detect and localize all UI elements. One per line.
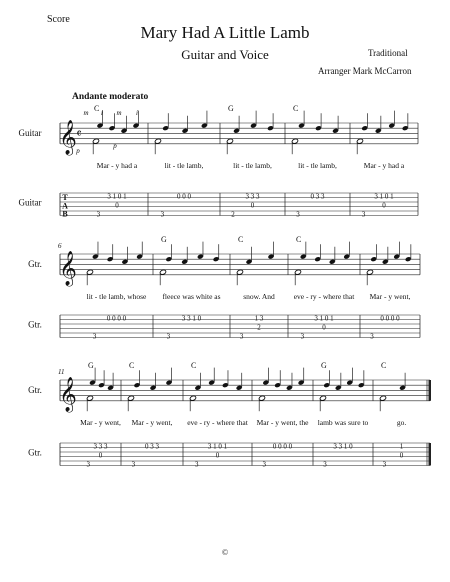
measure-number: 6 [58,242,62,250]
tab-fret-row-5: 3 [361,210,366,219]
chord-symbol: C [94,104,100,113]
tab-fret-row-1: 3 3 3 [245,192,260,201]
arranger-credit: Arranger Mark McCarron [318,66,412,76]
chord-symbol: C [191,361,197,370]
tab-fret-row-3: 2 [257,323,261,332]
tab-fret-row-5: 3 [370,332,374,341]
tab-fret-row-5: 2 [231,210,235,219]
tab-clef-t: T [62,193,68,203]
chord-symbol: C [129,361,135,370]
chord-symbol: C [293,104,299,113]
fingering-mark: m [116,109,122,117]
dynamic-mark: p [76,146,80,155]
lyric-line: Mar - y went, the [256,417,309,427]
tab-fret-row-3: 0 [322,323,326,332]
score-label: Score [47,14,70,25]
tab-fret-row-1: 3 1 0 1 [374,192,394,201]
chord-symbol: C [238,235,244,244]
lyric-line: lit - tle lamb, [233,160,272,170]
tab-fret-row-1: 0 0 0 0 [272,442,293,451]
lyric-line: Mar - y went, [131,417,173,427]
staff-instrument-name: Gtr. [28,385,42,395]
chord-symbol: G [321,361,327,370]
lyric-line: go. [396,417,407,427]
staff-instrument-name: Guitar [18,128,42,138]
tab-fret-row-5: 3 [300,332,305,341]
chord-symbol: G [161,235,167,244]
tab-fret-row-1: 0 3 3 [145,442,159,451]
tab-fret-row-5: 3 [96,210,101,219]
lyric-line: Mar - y had a [363,160,405,170]
lyric-line: lit - tle lamb, whose [86,291,147,301]
fingering-mark: i [136,109,138,117]
tab-fret-row-3: 0 [399,451,404,460]
treble-clef-icon: 𝄞 [59,120,77,154]
page-subtitle: Guitar and Voice [181,47,269,62]
tab-fret-row-1: 1 3 [254,314,264,323]
tab-final-barline-thick [429,443,432,466]
lyric-line: lit - tle lamb, [298,160,337,170]
tab-clef-b: B [62,209,68,219]
lyric-line: Mar - y had a [96,160,138,170]
tab-fret-row-1: 3 3 1 0 [181,314,202,323]
tab-fret-row-5: 3 [166,332,171,341]
page-title: Mary Had A Little Lamb [140,23,310,42]
tab-fret-row-5: 3 [296,210,300,219]
tab-fret-row-3: 0 [382,201,386,210]
tab-fret-row-3: 0 [98,451,103,460]
fingering-mark: m [83,109,89,117]
chord-symbol: C [381,361,387,370]
lyric-line: lamb was sure to [317,417,369,427]
tab-fret-row-1: 3 3 3 [93,442,108,451]
tab-fret-row-3: 0 [250,201,255,210]
treble-clef-icon: 𝄞 [59,377,77,411]
tab-fret-row-3: 0 [115,201,119,210]
lyric-line: lit - tle lamb, [164,160,204,170]
tab-fret-row-1: 3 3 1 0 [333,442,353,451]
lyric-line: eve - ry - where that [293,291,355,301]
tab-fret-row-1: 0 0 0 [177,192,191,201]
tempo-marking: Andante moderato [72,92,149,102]
tab-instrument-name: Guitar [18,197,42,208]
tab-fret-row-1: 3 1 0 1 [107,192,127,201]
treble-clef-icon: 𝄞 [59,251,77,285]
tab-instrument-name: Gtr. [28,319,42,330]
tab-fret-row-1: 3 1 0 1 [314,314,334,323]
dynamic-mark: p [113,141,117,150]
tab-fret-row-5: 3 [160,210,165,219]
final-barline-thick [429,380,432,401]
common-time-icon: 𝄴 [76,126,82,141]
tab-fret-row-5: 3 [131,460,136,469]
tab-fret-row-5: 3 [86,460,90,469]
staff-instrument-name: Gtr. [28,259,42,269]
composer-credit: Traditional [368,48,408,58]
copyright-notice: © [221,548,229,557]
tab-clef-a: A [62,201,68,211]
tab-fret-row-1: 0 3 3 [310,192,325,201]
measure-number: 11 [58,368,65,376]
tab-fret-row-5: 3 [239,332,244,341]
tab-fret-row-5: 3 [262,460,266,469]
lyric-line: fleece was white as [162,291,221,301]
tab-fret-row-5: 3 [92,332,97,341]
tab-fret-row-1: 3 1 0 1 [207,442,228,451]
lyric-line: eve - ry - where that [187,417,248,427]
tab-fret-row-1: 0 0 0 0 [106,314,127,323]
lyric-line: snow. And [243,291,275,301]
chord-symbol: C [296,235,302,244]
fingering-mark: i [101,109,103,117]
tab-fret-row-1: 1 [399,442,404,451]
lyric-line: Mar - y went, [369,291,411,301]
chord-symbol: G [88,361,94,370]
tab-fret-row-1: 0 0 0 0 [380,314,400,323]
tab-fret-row-5: 3 [195,460,199,469]
chord-symbol: G [228,104,234,113]
tab-fret-row-5: 3 [382,460,387,469]
tab-fret-row-5: 3 [323,460,327,469]
lyric-line: Mar - y went, [80,417,121,427]
tab-instrument-name: Gtr. [28,447,42,458]
tab-fret-row-3: 0 [215,451,220,460]
